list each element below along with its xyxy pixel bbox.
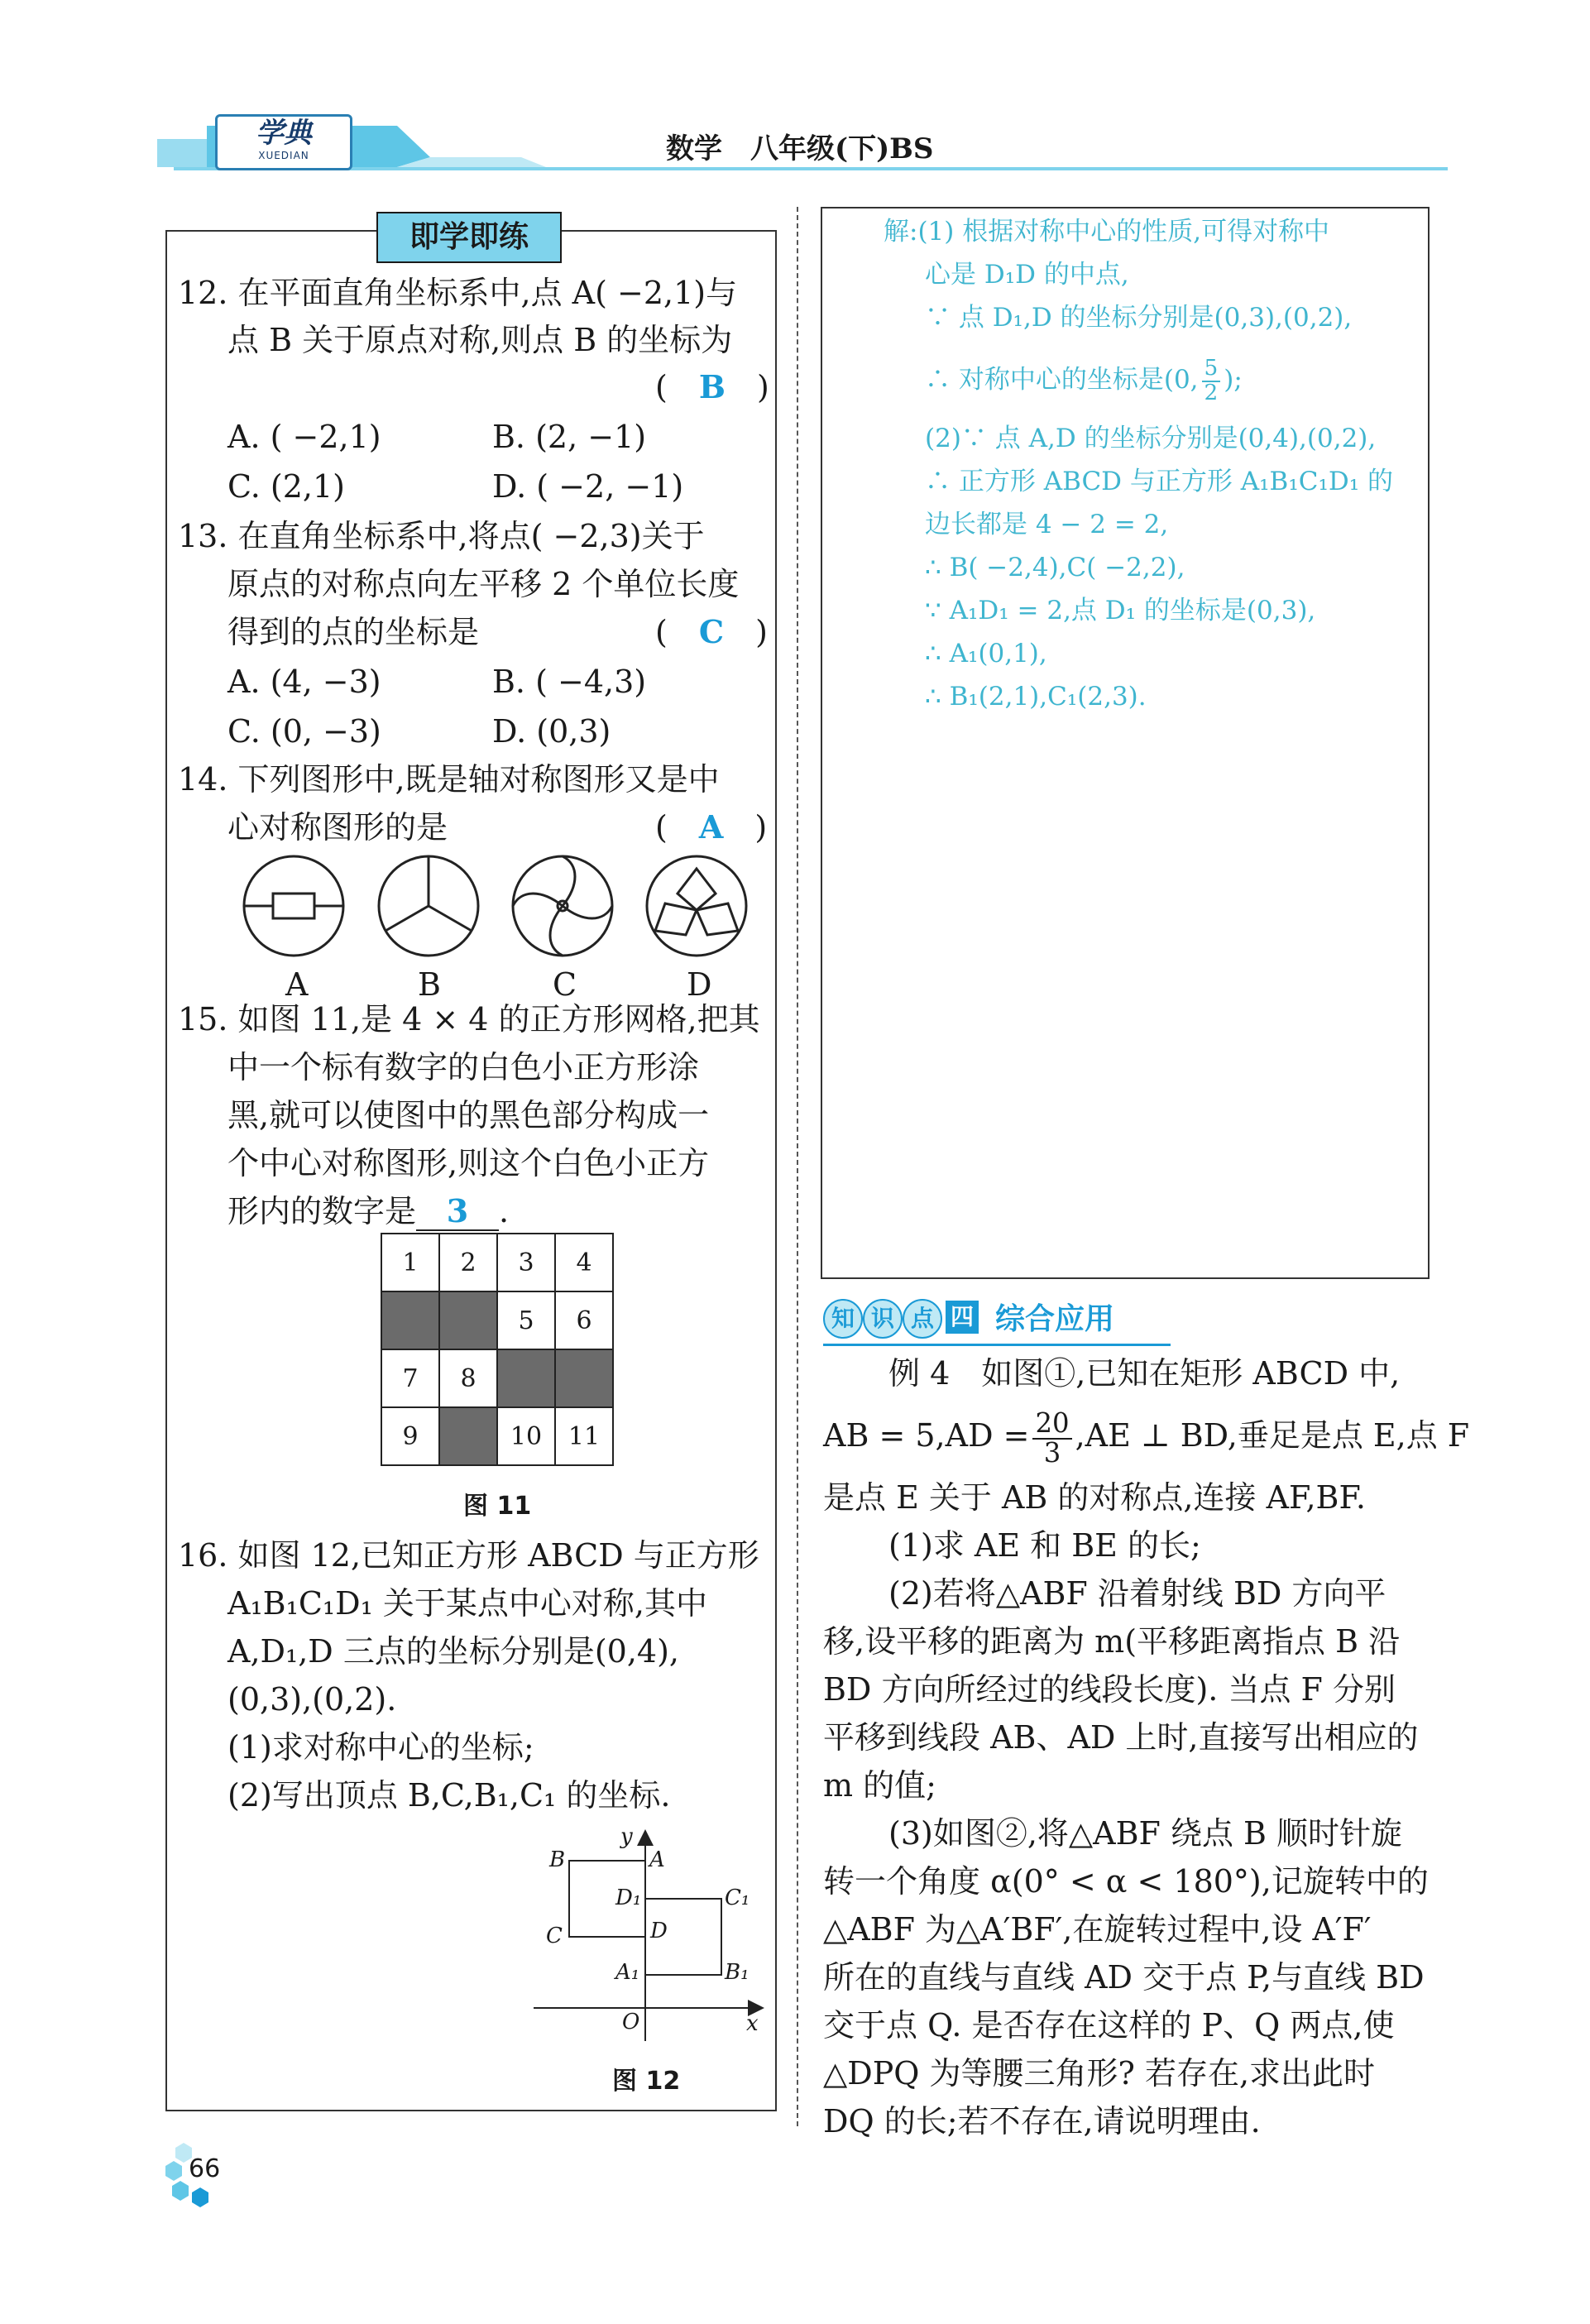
- kp-char-2: 识: [870, 1305, 894, 1332]
- logo-chinese: 学典: [256, 117, 312, 150]
- solution-line-4: [925, 343, 1243, 417]
- grid-cell: 6: [555, 1291, 613, 1349]
- solution-line-5: (2)∵ 点 A,D 的坐标分别是(0,4),(0,2),: [925, 424, 1377, 453]
- fig12-label-d1: D₁: [615, 1886, 642, 1910]
- solution-line-4b: );: [1224, 365, 1243, 395]
- fraction-numerator: 5: [1202, 357, 1221, 382]
- q15-figure-caption: 图 11: [463, 1492, 532, 1521]
- fig12-label-b1: B₁: [725, 1960, 750, 1985]
- fig12-label-c1: C₁: [725, 1886, 750, 1910]
- q12-line1: 12. 在平面直角坐标系中,点 A( −2,1)与: [178, 275, 738, 311]
- grid-row: [381, 1291, 613, 1349]
- q15-line3: 黑,就可以使图中的黑色部分构成一: [227, 1097, 710, 1133]
- grid-cell-dark: [439, 1407, 497, 1465]
- logo-box: [215, 114, 352, 170]
- fig12-label-a1: A₁: [615, 1960, 640, 1985]
- fraction-denominator: 3: [1043, 1436, 1061, 1469]
- kp-char-3: 点: [910, 1305, 934, 1332]
- solution-line-8: ∴ B( −2,4),C( −2,2),: [925, 553, 1185, 582]
- solution-line-11: ∴ B₁(2,1),C₁(2,3).: [925, 682, 1147, 712]
- kp-char-1: 知: [831, 1305, 855, 1332]
- section-title-banner: [376, 212, 562, 263]
- q14-answer-bracket: ( A ): [655, 808, 768, 846]
- solution-line-6: ∴ 正方形 ABCD 与正方形 A₁B₁C₁D₁ 的: [925, 467, 1394, 496]
- q14-line2: 心对称图形的是: [227, 809, 448, 846]
- q15-line4: 个中心对称图形,则这个白色小正方: [227, 1145, 710, 1181]
- example4-line-3: 是点 E 关于 AB 的对称点,连接 AF,BF.: [823, 1479, 1367, 1516]
- figure-c: [513, 856, 612, 956]
- q16-line5: (1)求对称中心的坐标;: [227, 1729, 534, 1766]
- solution-line-3: ∵ 点 D₁,D 的坐标分别是(0,3),(0,2),: [925, 303, 1353, 333]
- page-header: [157, 108, 1448, 182]
- grid-cell-dark: [555, 1349, 613, 1407]
- q14-label-c: C: [553, 966, 577, 1003]
- kp-circle-3: [903, 1299, 942, 1339]
- page-number: 66: [189, 2154, 221, 2183]
- solution-line-10: ∴ A₁(0,1),: [925, 639, 1047, 668]
- q12-option-a: A. ( −2,1): [227, 419, 381, 455]
- figure-a: [244, 856, 343, 956]
- q15-line5: 形内的数字是 3 .: [227, 1192, 510, 1229]
- grid-cell: 5: [497, 1291, 555, 1349]
- q15-line2: 中一个标有数字的白色小正方形涂: [227, 1049, 700, 1085]
- q16-figure: [529, 1824, 769, 2048]
- example4-line-8: 平移到线段 AB、AD 上时,直接写出相应的: [823, 1719, 1419, 1756]
- fig12-label-b: B: [549, 1847, 566, 1872]
- q12-option-b: B. (2, −1): [492, 419, 647, 455]
- grid-cell: 11: [555, 1407, 613, 1465]
- example4-line-2: [823, 1398, 1469, 1473]
- q12-answer: B: [698, 368, 726, 405]
- example4-line-1: [888, 1350, 1400, 1397]
- q16-line3: A,D₁,D 三点的坐标分别是(0,4),: [227, 1633, 680, 1670]
- solution-line-2: 心是 D₁D 的中点,: [925, 260, 1129, 290]
- grid-row: [381, 1234, 613, 1291]
- q13-option-c: C. (0, −3): [227, 713, 381, 750]
- q16-figure-caption: 图 12: [612, 2067, 681, 2096]
- q16-line6: (2)写出顶点 B,C,B₁,C₁ 的坐标.: [227, 1777, 671, 1814]
- fig12-label-d: D: [650, 1919, 668, 1943]
- grid-row: [381, 1407, 613, 1465]
- grid-cell-dark: [439, 1291, 497, 1349]
- kp-number: 四: [950, 1303, 974, 1330]
- q16-line2: A₁B₁C₁D₁ 关于某点中心对称,其中: [227, 1585, 708, 1622]
- section-title: 即学即练: [409, 220, 529, 254]
- q13-option-d: D. (0,3): [492, 713, 611, 750]
- grid-cell-dark: [497, 1349, 555, 1407]
- fraction-denominator: 2: [1204, 380, 1219, 405]
- example4-line-7: BD 方向所经过的线段长度). 当点 F 分别: [823, 1671, 1396, 1708]
- kp-circle-2: [863, 1299, 903, 1339]
- q13-option-b: B. ( −4,3): [492, 664, 647, 700]
- example4-fraction: [1032, 1406, 1071, 1469]
- grid-cell: 9: [381, 1407, 439, 1465]
- example4-line-2a: AB = 5,AD =: [823, 1417, 1030, 1454]
- fig12-label-y: y: [620, 1824, 633, 1849]
- q15-answer-blank: [416, 1193, 499, 1231]
- q14-label-b: B: [418, 966, 441, 1003]
- q13-answer: C: [698, 613, 725, 650]
- example4-line-10: (3)如图②,将△ABF 绕点 B 顺时针旋: [888, 1815, 1403, 1852]
- q15-line5-text: 形内的数字是: [227, 1193, 417, 1229]
- q13-answer-bracket: ( C ): [655, 613, 768, 650]
- q16-line4: (0,3),(0,2).: [227, 1681, 397, 1718]
- grid-cell-dark: [381, 1291, 439, 1349]
- q12-answer-bracket: ( B ): [655, 368, 769, 405]
- example4-line-6: 移,设平移的距离为 m(平移距离指点 B 沿: [823, 1623, 1401, 1660]
- q14-figures: [232, 852, 761, 968]
- fig12-label-o: O: [622, 2010, 640, 2034]
- fig12-label-c: C: [546, 1924, 563, 1948]
- knowledge-point-heading: [823, 1297, 1171, 1346]
- column-divider: [797, 207, 798, 2126]
- q13-line2: 原点的对称点向左平移 2 个单位长度: [227, 566, 740, 602]
- example4-line-14: 交于点 Q. 是否存在这样的 P、Q 两点,使: [823, 2007, 1395, 2044]
- example4-line-9: m 的值;: [823, 1767, 936, 1804]
- fig12-label-a: A: [649, 1847, 665, 1872]
- figure-b: [379, 856, 478, 956]
- figure-d: [647, 856, 746, 956]
- solution-fraction: [1202, 357, 1221, 405]
- grid-cell: 10: [497, 1407, 555, 1465]
- example4-line-2b: ,AE ⊥ BD,垂足是点 E,点 F: [1075, 1417, 1470, 1454]
- kp-title: 综合应用: [995, 1301, 1115, 1336]
- fraction-numerator: 20: [1032, 1410, 1071, 1440]
- q12-line2: 点 B 关于原点对称,则点 B 的坐标为: [227, 322, 733, 358]
- q12-option-c: C. (2,1): [227, 468, 345, 505]
- grid-cell: 3: [497, 1234, 555, 1291]
- grid-cell: 1: [381, 1234, 439, 1291]
- grid-cell: 8: [439, 1349, 497, 1407]
- solution-line-1: 解:(1) 根据对称中心的性质,可得对称中: [884, 217, 1330, 247]
- logo-english: XUEDIAN: [258, 150, 309, 161]
- q16-line1: 16. 如图 12,已知正方形 ABCD 与正方形: [178, 1537, 759, 1574]
- example4-line-15: △DPQ 为等腰三角形? 若存在,求出此时: [823, 2055, 1376, 2092]
- q15-answer: 3: [446, 1192, 469, 1229]
- example4-line-13: 所在的直线与直线 AD 交于点 P,与直线 BD: [823, 1959, 1425, 1996]
- q13-line3: 得到的点的坐标是: [227, 614, 480, 650]
- grid-cell: 7: [381, 1349, 439, 1407]
- q14-label-d: D: [687, 966, 712, 1003]
- example4-line-11: 转一个角度 α(0° < α < 180°),记旋转中的: [823, 1863, 1429, 1900]
- q15-grid: [381, 1233, 614, 1466]
- grid-cell: 4: [555, 1234, 613, 1291]
- example4-line-12: △ABF 为△A′BF′,在旋转过程中,设 A′F′: [823, 1911, 1372, 1948]
- example4-line-16: DQ 的长;若不存在,请说明理由.: [823, 2103, 1261, 2140]
- grid-row: [381, 1349, 613, 1407]
- header-title: 数学 八年级(下)BS: [666, 132, 934, 165]
- q14-line1: 14. 下列图形中,既是轴对称图形又是中: [178, 761, 720, 798]
- solution-line-9: ∵ A₁D₁ = 2,点 D₁ 的坐标是(0,3),: [925, 596, 1316, 625]
- example4-text-1: 例 4 如图①,已知在矩形 ABCD 中,: [888, 1355, 1401, 1392]
- example4-line-4: (1)求 AE 和 BE 的长;: [888, 1527, 1201, 1564]
- kp-circle-1: [823, 1299, 863, 1339]
- q13-line1: 13. 在直角坐标系中,将点( −2,3)关于: [178, 518, 705, 554]
- q14-label-a: A: [285, 966, 309, 1003]
- solution-line-7: 边长都是 4 − 2 = 2,: [925, 510, 1169, 539]
- solution-line-4a: ∴ 对称中心的坐标是(0,: [925, 365, 1199, 395]
- example4-line-5: (2)若将△ABF 沿着射线 BD 方向平: [888, 1575, 1386, 1612]
- q15-line1: 15. 如图 11,是 4 × 4 的正方形网格,把其: [178, 1001, 760, 1037]
- q13-option-a: A. (4, −3): [227, 664, 381, 700]
- kp-number-box: [946, 1301, 979, 1334]
- fig12-label-x: x: [746, 2011, 759, 2036]
- q12-option-d: D. ( −2, −1): [492, 468, 684, 505]
- q14-answer: A: [698, 808, 724, 846]
- grid-cell: 2: [439, 1234, 497, 1291]
